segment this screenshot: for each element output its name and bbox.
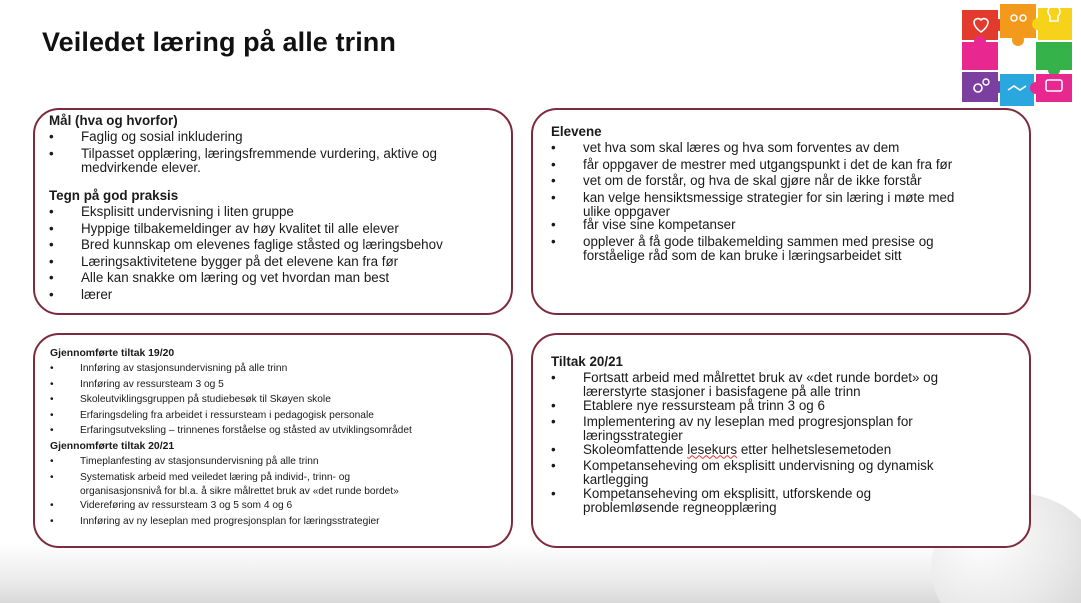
puzzle-logo — [960, 2, 1076, 110]
list-item-text: Kompetanseheving om eksplisitt undervisning og dynamisk — [583, 458, 934, 473]
list-item-text: Innføring av ny leseplan med progresjonsplan for læringsstrategier — [80, 515, 380, 527]
list-item — [551, 486, 1017, 513]
puzzle-piece-orange — [1000, 4, 1036, 38]
list-item: • Læringsaktivitetene bygger på det elevene kan fra før — [49, 254, 499, 270]
list-item: • Hyppige tilbakemeldinger av høy kvalitet til alle elever — [49, 221, 499, 237]
list-item — [551, 190, 1017, 217]
list-item-text: Etablere nye ressursteam på trinn 3 og 6 — [583, 397, 825, 413]
list-item-text: Implementering av ny leseplan med progresjonsplan for — [583, 414, 913, 429]
pupils-heading: Elevene — [551, 124, 602, 139]
list-item-text: Skoleutviklingsgruppen på studiebesøk til Skøyen skole — [80, 394, 331, 406]
list-item — [551, 442, 1017, 458]
bottom-band — [0, 543, 1081, 603]
completed-measures-box — [33, 333, 513, 548]
list-item-text-cont: problemløsende regneopplæring — [583, 499, 777, 515]
list-item-text: kan velge hensiktsmessige strategier for sin læring i møte med — [583, 189, 955, 205]
list-item-text: Kompetanseheving om eksplisitt, utforskende og — [583, 485, 872, 501]
list-item-text: Innføring av ressursteam 3 og 5 — [80, 378, 224, 390]
list-item — [50, 423, 501, 439]
list-item — [50, 408, 501, 424]
practice-heading: Tegn på god praksis — [49, 188, 179, 203]
measures-list — [551, 370, 1017, 513]
list-item-text: Videreføring av ressursteam 3 og 5 som 4 og 6 — [80, 500, 293, 512]
list-item — [551, 217, 1017, 233]
list-item — [50, 454, 501, 470]
list-item-text: Skoleomfattende — [583, 441, 688, 457]
list-item-text: etter helhetslesemetoden — [737, 441, 892, 457]
list-item-text: Erfaringsdeling fra arbeidet i ressursteam i pedagogisk personale — [80, 409, 374, 421]
completed-2021-list — [50, 454, 501, 529]
list-item-text: vet om de forstår, og hva de skal gjøre når de ikke forstår — [583, 173, 922, 188]
list-item: • Alle kan snakke om læring og vet hvordan man best — [49, 270, 499, 286]
list-item — [50, 377, 501, 393]
list-item-text-cont: forståelige råd som de kan bruke i læringsarbeidet sitt — [583, 247, 902, 263]
list-item-text: vet hva som skal læres og hva som forventes av dem — [583, 140, 900, 155]
list-item-text: opplever å få gode tilbakemelding sammen med presise og — [583, 233, 934, 249]
completed-1920-list — [50, 361, 501, 439]
completed-1920-heading: Gjennomførte tiltak 19/20 — [50, 348, 175, 359]
list-item — [551, 234, 1017, 261]
list-item — [50, 361, 501, 377]
list-item-text-cont: medvirkende elever. — [81, 159, 201, 175]
list-item-text-cont: organisasjonsnivå for bl.a. å sikre målrettet bruk av «det runde bordet» — [80, 486, 399, 498]
spellcheck-word: lesekurs — [687, 441, 738, 457]
list-item — [49, 129, 499, 145]
list-item-text: Tilpasset opplæring, læringsfremmende vurdering, aktive og — [81, 145, 438, 161]
list-item — [50, 470, 501, 499]
list-item — [551, 414, 1017, 441]
goals-heading: Mål (hva og hvorfor) — [49, 113, 178, 128]
pupils-box — [531, 108, 1031, 315]
list-item-text: Fortsatt arbeid med målrettet bruk av «det runde bordet» og — [583, 370, 939, 385]
list-item-text: Erfaringsutveksling – trinnenes forståelse og ståsted av utviklingsområdet — [80, 425, 412, 437]
list-item — [551, 140, 1017, 156]
goals-box — [33, 108, 513, 315]
list-item — [551, 157, 1017, 173]
list-item — [50, 392, 501, 408]
list-item-text: Faglig og sosial inkludering — [81, 129, 243, 144]
list-item-text-cont: kartlegging — [583, 472, 649, 487]
page-title: Veiledet læring på alle trinn — [42, 27, 396, 57]
list-item-text-cont: ulike oppgaver — [583, 203, 671, 219]
puzzle-piece-blue — [1000, 74, 1034, 106]
list-item-text: Timeplanfesting av stasjonsundervisning på alle trinn — [80, 455, 319, 467]
list-item: • Eksplisitt undervisning i liten gruppe — [49, 204, 499, 220]
practice-list — [49, 204, 499, 303]
list-item-text: får oppgaver de mestrer med utgangspunkt i det de kan fra før — [583, 156, 953, 172]
list-item-text-cont: læringsstrategier — [583, 428, 683, 443]
measures-heading: Tiltak 20/21 — [551, 354, 623, 369]
list-item-text-cont: lærerstyrte stasjoner i basisfagene på alle trinn — [583, 384, 861, 399]
list-item-text: får vise sine kompetanser — [583, 217, 736, 232]
list-item — [50, 514, 501, 530]
list-item — [551, 458, 1017, 485]
list-item: • lærer — [49, 287, 499, 303]
goals-list — [49, 129, 499, 173]
list-item — [551, 173, 1017, 189]
list-item — [551, 370, 1017, 397]
list-item-text: Systematisk arbeid med veiledet læring på individ-, trinn- og — [80, 471, 351, 483]
list-item: • Bred kunnskap om elevenes faglige ståsted og læringsbehov — [49, 237, 499, 253]
completed-2021-heading: Gjennomførte tiltak 20/21 — [50, 440, 175, 452]
list-item-text: Innføring av stasjonsundervisning på alle trinn — [80, 363, 288, 374]
measures-box — [531, 333, 1031, 548]
list-item — [50, 498, 501, 514]
list-item — [551, 398, 1017, 414]
list-item — [49, 146, 499, 173]
pupils-list — [551, 140, 1017, 261]
